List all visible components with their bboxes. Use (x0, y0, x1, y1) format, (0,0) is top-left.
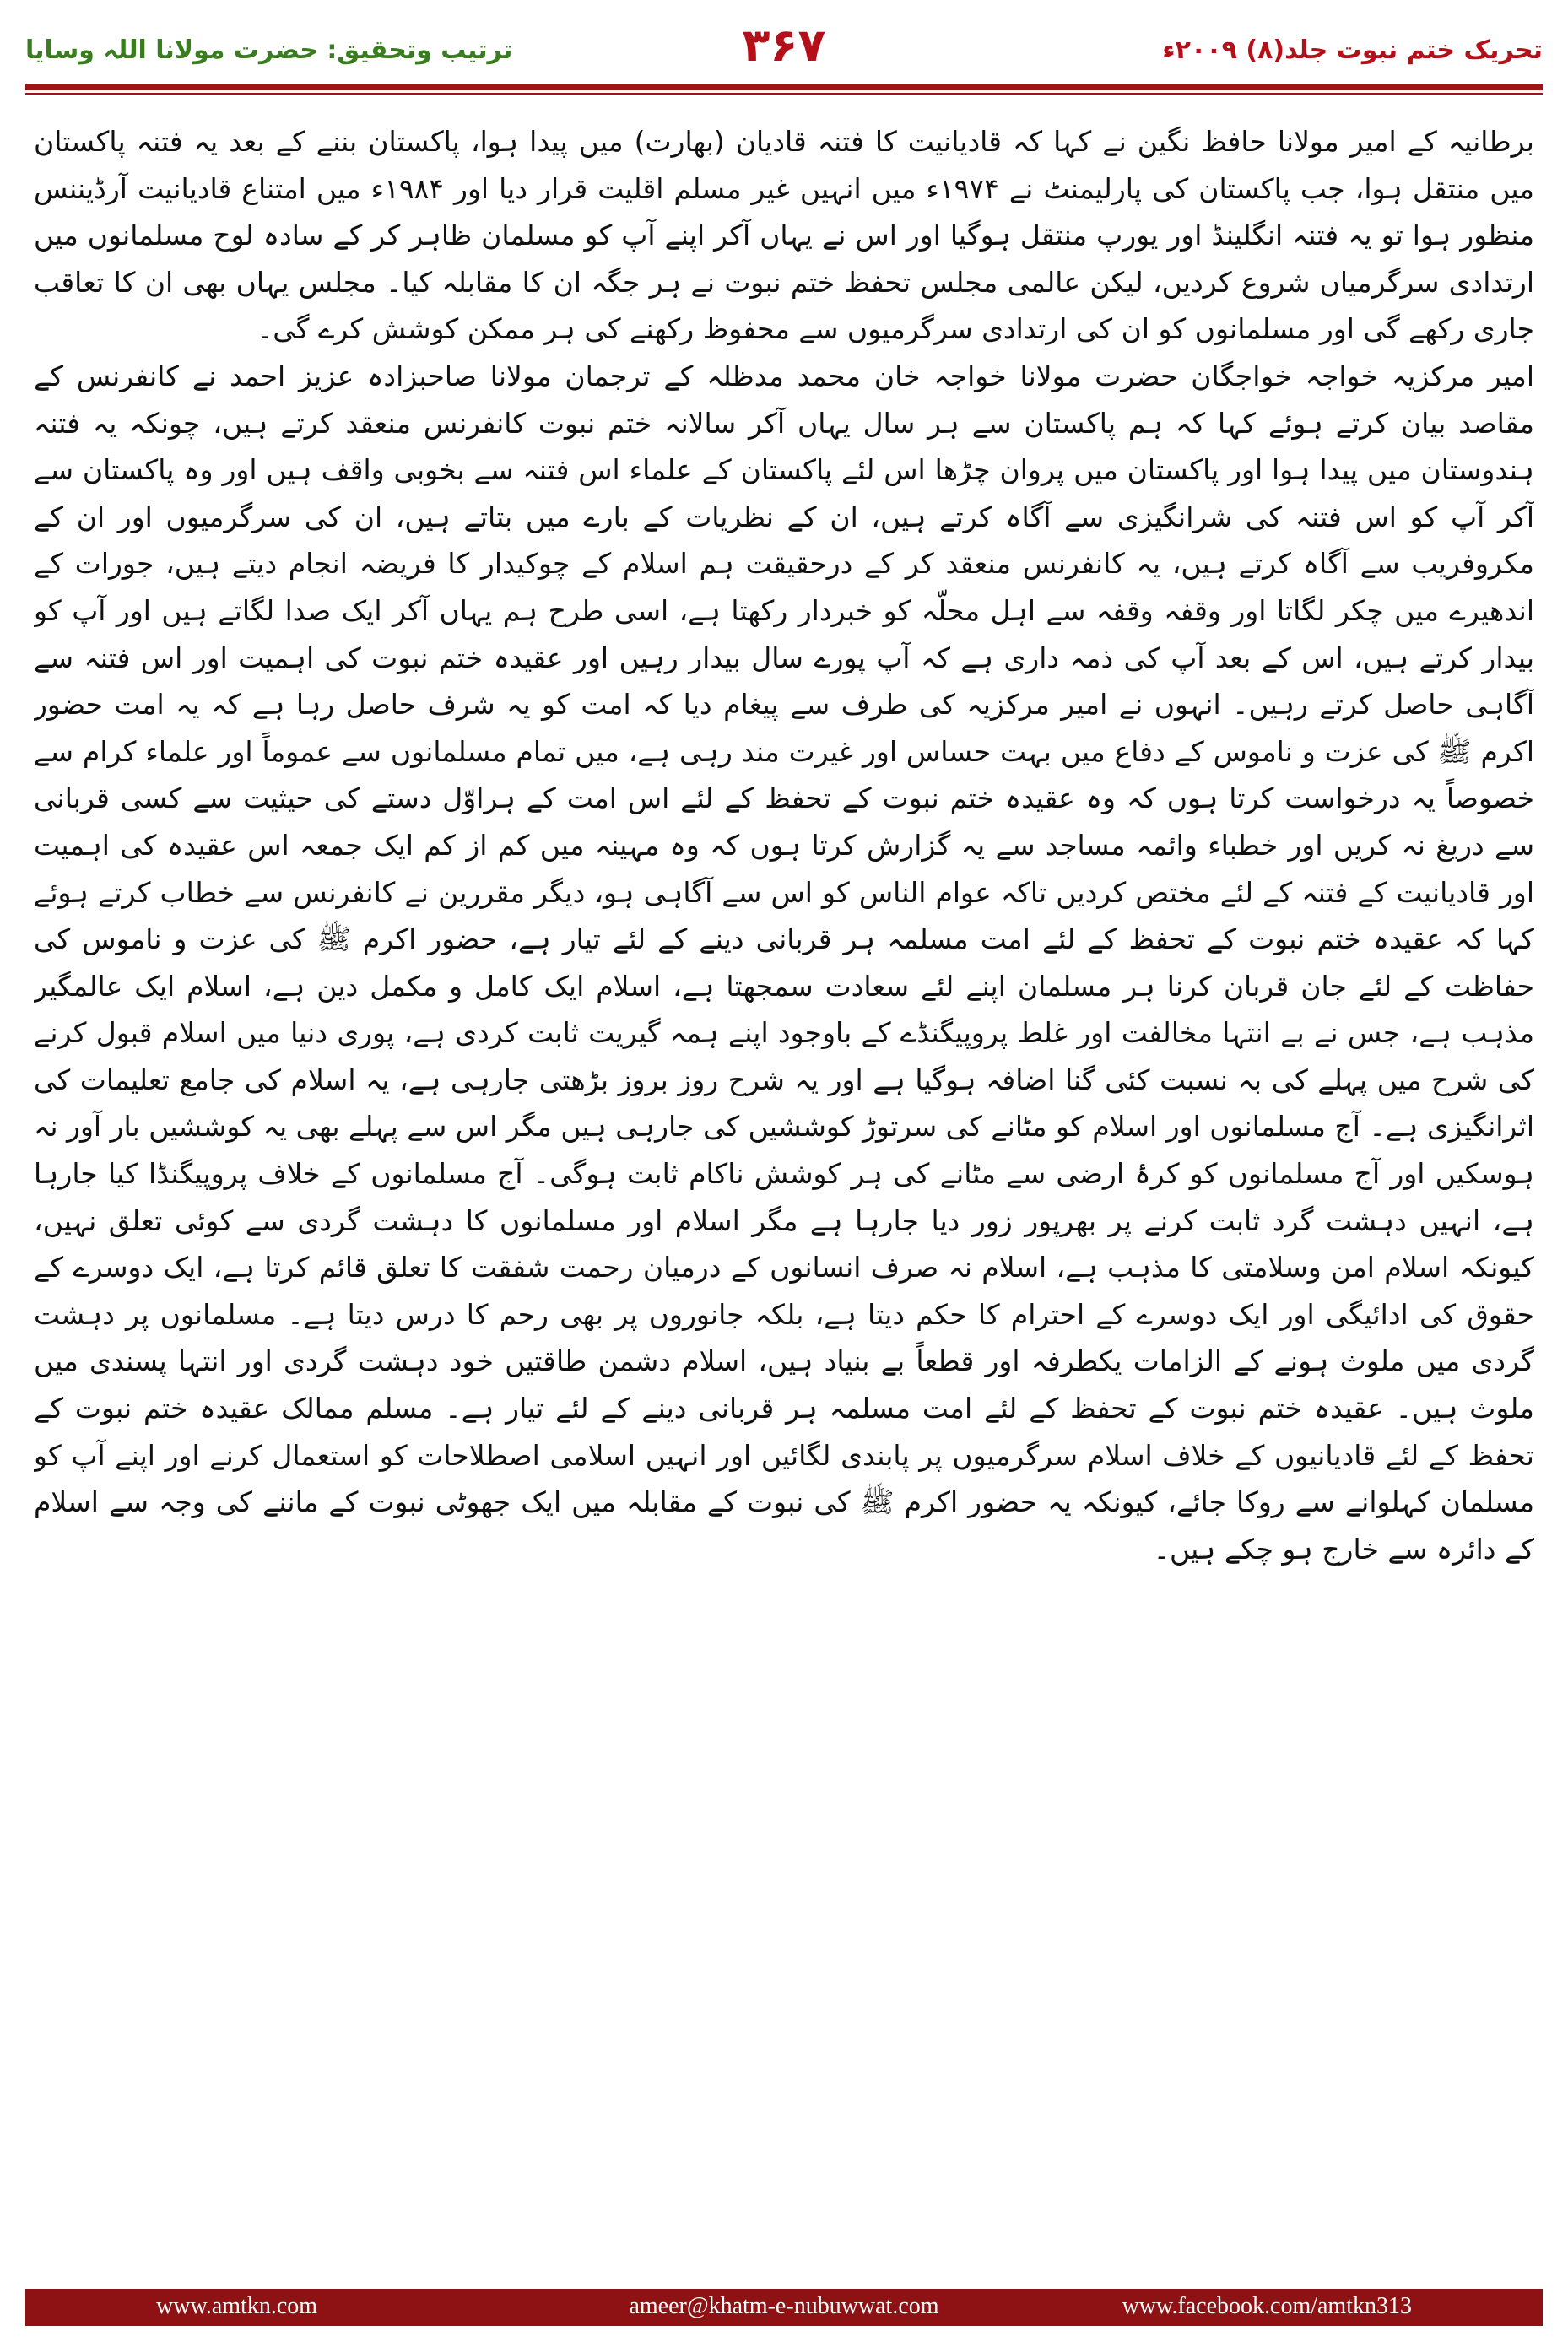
footer-facebook-link[interactable]: www.facebook.com/amtkn313 (1122, 2293, 1412, 2319)
footer-website-link[interactable]: www.amtkn.com (156, 2293, 318, 2319)
page-header (25, 19, 1543, 95)
header-divider-thick (25, 84, 1543, 90)
article-body (34, 118, 1534, 2262)
page-number: ۳۶۷ (742, 19, 826, 72)
footer-email-link[interactable]: ameer@khatm-e-nubuwwat.com (629, 2293, 939, 2319)
header-credit: ترتیب وتحقیق: حضرت مولانا اللہ وسایا (25, 35, 513, 65)
page-footer (25, 2289, 1543, 2326)
paragraph-2: امیر مرکزیہ خواجہ خواجگان حضرت مولانا خواجہ خان محمد مدظلہ کے ترجمان مولانا صاحبزادہ عزیز احمد نے کانفرنس کے مقاصد بیان کرتے ہوئے کہا کہ ہم پاکستان سے ہر سال یہاں آکر سالانہ ختم نبوت کانفرنس منعقد کرتے ہیں، چونکہ یہ فتنہ ہندوستان میں پیدا ہوا اور پاکستان میں پروان چڑھا اس لئے پاکستان کے علماء اس فتنہ سے بخوبی واقف ہیں اور وہ پاکستان سے آکر آپ کو اس فتنہ کی شرانگیزی سے آگاہ کرتے ہیں، ان کے نظریات کے بارے میں بتاتے ہیں، ان کی سرگرمیوں اور ان کے مکروفریب سے آگاہ کرتے ہیں، یہ کانفرنس منعقد کر کے درحقیقت ہم اسلام کے چوکیدار کا فریضہ انجام دیتے ہیں، جورات کے اندھیرے میں چکر لگاتا اور وقفہ وقفہ سے اہل محلّہ کو خبردار رکھتا ہے، اسی طرح ہم یہاں آکر ایک صدا لگاتے ہیں اور آپ کو بیدار کرتے ہیں، اس کے بعد آپ کی ذمہ داری ہے کہ آپ پورے سال بیدار رہیں اور عقیدہ ختم نبوت کی اہمیت اور اس فتنہ سے آگاہی حاصل کرتے رہیں۔ انہوں نے امیر مرکزیہ کی طرف سے پیغام دیا کہ امت کو یہ شرف حاصل رہا ہے کہ یہ امت حضور اکرم ﷺ کی عزت و ناموس کے دفاع میں بہت حساس اور غیرت مند رہی ہے، میں تمام مسلمانوں سے عموماً اور علماء کرام سے خصوصاً یہ درخواست کرتا ہوں کہ وہ عقیدہ ختم نبوت کے تحفظ کے لئے اس امت کے ہراوّل دستے کی حیثیت سے کسی قربانی سے دریغ نہ کریں اور خطباء وائمہ مساجد سے یہ گزارش کرتا ہوں کہ وہ مہینہ میں کم از کم ایک جمعہ اس عقیدہ کی اہمیت اور قادیانیت کے فتنہ کے لئے مختص کردیں تاکہ عوام الناس کو اس سے آگاہی ہو، دیگر مقررین نے کانفرنس سے خطاب کرتے ہوئے کہا کہ عقیدہ ختم نبوت کے تحفظ کے لئے امت مسلمہ ہر قربانی دینے کے لئے تیار ہے، حضور اکرم ﷺ کی عزت و ناموس کی حفاظت کے لئے جان قربان کرنا ہر مسلمان اپنے لئے سعادت سمجھتا ہے، اسلام ایک کامل و مکمل دین ہے، اسلام ایک عالمگیر مذہب ہے، جس نے بے انتہا مخالفت اور غلط پروپیگنڈے کے باوجود اپنے ہمہ گیریت ثابت کردی ہے، پوری دنیا میں اسلام قبول کرنے کی شرح میں پہلے کی بہ نسبت کئی گنا اضافہ ہوگیا ہے اور یہ شرح روز بروز بڑھتی جارہی ہے، یہ اسلام کی جامع تعلیمات کی اثرانگیزی ہے۔ آج مسلمانوں اور اسلام کو مٹانے کی سرتوڑ کوششیں کی جارہی ہیں مگر اس سے پہلے بھی یہ کوششیں بار آور نہ ہوسکیں اور آج مسلمانوں کو کرۂ ارضی سے مٹانے کی ہر کوشش ناکام ثابت ہوگی۔ آج مسلمانوں کے خلاف پروپیگنڈا کیا جارہا ہے، انہیں دہشت گرد ثابت کرنے پر بھرپور زور دیا جارہا ہے مگر اسلام اور مسلمانوں کا دہشت گردی سے کوئی تعلق نہیں، کیونکہ اسلام امن وسلامتی کا مذہب ہے، اسلام نہ صرف انسانوں کے درمیان رحمت شفقت کا تعلق قائم کرتا ہے، ایک دوسرے کے حقوق کی ادائیگی اور ایک دوسرے کے احترام کا حکم دیتا ہے، بلکہ جانوروں پر بھی رحم کا درس دیتا ہے۔ مسلمانوں پر دہشت گردی میں ملوث ہونے کے الزامات یکطرفہ اور قطعاً بے بنیاد ہیں، اسلام دشمن طاقتیں خود دہشت گردی اور انتہا پسندی میں ملوث ہیں۔ عقیدہ ختم نبوت کے تحفظ کے لئے امت مسلمہ ہر قربانی دینے کے لئے تیار ہے۔ مسلم ممالک عقیدہ ختم نبوت کے تحفظ کے لئے قادیانیوں کے خلاف اسلام سرگرمیوں پر پابندی لگائیں اور انہیں اسلامی اصطلاحات کو استعمال کرنے اور اپنے آپ کو مسلمان کہلوانے سے روکا جائے، کیونکہ یہ حضور اکرم ﷺ کی نبوت کے مقابلہ میں ایک جھوٹی نبوت کے ماننے کی وجہ سے اسلام کے دائرہ سے خارج ہو چکے ہیں۔ (34, 359, 1534, 1566)
paragraph-1: برطانیہ کے امیر مولانا حافظ نگین نے کہا کہ قادیانیت کا فتنہ قادیان (بھارت) میں پیدا ہوا، پاکستان بننے کے بعد یہ فتنہ پاکستان میں منتقل ہوا، جب پاکستان کی پارلیمنٹ نے ۱۹۷۴ء میں انہیں غیر مسلم اقلیت قرار دیا اور ۱۹۸۴ء میں امتناع قادیانیت آرڈیننس منظور ہوا تو یہ فتنہ انگلینڈ اور یورپ منتقل ہوگیا اور اس نے یہاں آکر اپنے آپ کو مسلمان ظاہر کر کے سادہ لوح مسلمانوں میں ارتدادی سرگرمیاں شروع کردیں، لیکن عالمی مجلس تحفظ ختم نبوت نے ہر جگہ ان کا مقابلہ کیا۔ مجلس یہاں بھی ان کا تعاقب جاری رکھے گی اور مسلمانوں کو ان کی ارتدادی سرگرمیوں سے محفوظ رکھنے کی ہر ممکن کوشش کرے گی۔ (34, 125, 1534, 346)
header-volume: تحریک ختم نبوت جلد(۸) ۲۰۰۹ء (1162, 35, 1543, 65)
header-divider-thin (25, 93, 1543, 95)
